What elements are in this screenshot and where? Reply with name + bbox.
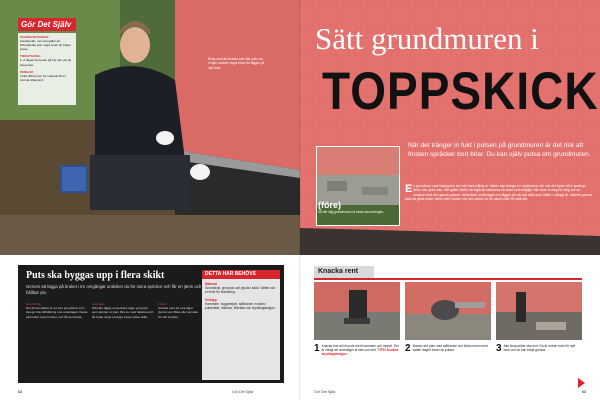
money-label: PENGAR: [20, 69, 34, 74]
page-title-emphasis: TOPPSKICK [322, 60, 599, 121]
step-photo-2 [405, 282, 491, 340]
step-description: Knacka bort all lös puts med hammare och mejsel. Det är viktigt att underlaget är fast och rent. [321, 344, 399, 353]
step-number: 3 [496, 344, 502, 354]
body-text [405, 184, 593, 252]
hero-caption: Börja med att knacka bort löst puts och rengör sockeln noga innan du lägger på nytt bruk. [208, 57, 265, 70]
magazine-name-right: Gör Det Själv [314, 390, 336, 394]
column-label: Ytputs [158, 302, 167, 306]
spread-gutter [299, 0, 301, 400]
step-photo-3 [496, 282, 582, 340]
column-label: Grundning [26, 302, 41, 306]
money-text: Cirka 300 kronor för material till en normal villagrund. [20, 73, 66, 82]
step-number: 1 [314, 344, 320, 354]
panel-column [92, 302, 154, 377]
step-description: Borsta rent ytan med stålborste och fukta muren med vatten dagen innan du putsar. [412, 344, 488, 353]
before-caption-text: Så här såg grundmuren ut innan renoveringen. [318, 210, 385, 214]
tools-label: Verktyg [205, 297, 217, 302]
step-tip: TIPS! Använd skyddsglasögon. [321, 348, 399, 357]
next-page-arrow-icon [578, 378, 585, 388]
panel-lead: Genom att lägga på bruket i tre omgångar undviker du för stora sprickor och får en jämn och hållbar yta. [26, 284, 202, 295]
column-text: Det första skiktet är ett tunt grundbruk som ska ge bra vidhäftning mot underlaget. Kasta på bruket med murslev och låt det härda. [26, 306, 88, 319]
intro-text: När det tränger in fukt i putsen på grundmuren är det risk att frosten spräcker bort bitar. Du kan själv putsa om grundmuren. [408, 142, 591, 158]
magazine-name-left: Gör Det Själv [232, 390, 254, 394]
steps-heading: Knacka rent [314, 266, 374, 278]
step-text [496, 344, 582, 384]
page-number-left: 62 [18, 390, 22, 394]
panel-title: Puts ska byggas upp i flera skikt [26, 270, 165, 281]
materials-heading: DETTA HAR BEHÖVS [202, 270, 280, 279]
before-label: (före) [318, 200, 341, 210]
page-number-right: 63 [582, 390, 586, 394]
step-photo-1 [314, 282, 400, 340]
before-caption [318, 200, 398, 214]
panel-column [158, 302, 202, 377]
material-label: Material [205, 282, 218, 286]
column-text: Därefter läggs ett tjockare lager grovputs som jämnar ut ytan. Dra av med rätskiva och låt torka minst ett dygn innan nästa skikt. [92, 306, 154, 319]
page-title: Sätt grundmuren i [315, 21, 539, 56]
fact-box [18, 33, 76, 105]
column-text: Avsluta med ett tunt lager ytputs som filtas eller sprutas för rätt struktur. [158, 306, 198, 319]
materials-text [205, 282, 278, 310]
tools-list: Hammare, huggmejsel, stålborste, murslev, putsbräda, rätskiva, filtbräda och skyddsglasögon. [205, 301, 276, 311]
step-description: Alla lösa partier ska bort. Nu är muren redo för nytt bruk och du kan börja grunda. [503, 344, 576, 353]
time-text: 1–2 dagar beroende på hur stor yta du ska putsa. [20, 58, 72, 67]
time-label: TIDSÅTGÅNG: [20, 54, 41, 59]
dropcap: E [405, 184, 413, 195]
body-paragraph: n grundmur med trasig puts ser inte bara tråkig ut. Vatten kan tränga in i sprickorna och när det fryser till is sprängs ännu mer puts loss. Det gäller därför att åtgärda skadorna så snart som möjligt. Här visar vi steg för steg hur du knackar bort den gamla putsen, förbereder underlaget och lägger på ett nytt skikt som håller i många år. Arbetet passar bäst att göra under våren eller hösten när det varken är för varmt eller för kallt ute. [405, 184, 592, 201]
divider [314, 278, 582, 280]
step-number: 2 [405, 344, 411, 354]
column-label: Grovputs [92, 302, 105, 306]
section-label: Gör Det Själv [18, 18, 76, 31]
material-list: Grundbruk, grovputs och ytputs i säck. Vatten och en hink för blandning. [205, 286, 276, 295]
panel-column [26, 302, 88, 377]
step-text [405, 344, 491, 384]
difficulty-text: Ganska lätt, men det gäller att förbehandla ytan noga innan du börjar putsa. [20, 39, 71, 52]
difficulty-label: SVÅRIGHETSGRAD: [20, 35, 50, 39]
step-text [314, 344, 400, 384]
